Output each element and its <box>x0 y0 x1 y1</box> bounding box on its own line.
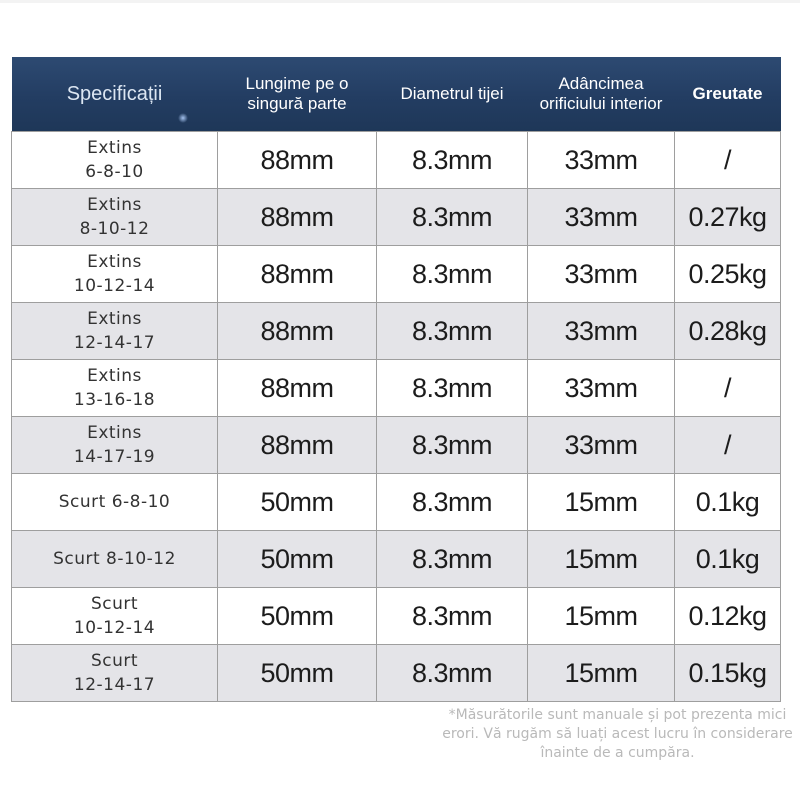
depth-cell: 33mm <box>528 303 675 360</box>
spec-name-cell <box>12 360 218 417</box>
spec-name-cell <box>12 645 218 702</box>
spec-name-line: Scurt <box>90 651 139 671</box>
diameter-cell: 8.3mm <box>377 303 528 360</box>
spec-name-line: Scurt <box>90 594 139 614</box>
depth-cell: 33mm <box>528 417 675 474</box>
table-row <box>12 588 781 645</box>
weight-cell: / <box>675 417 781 474</box>
length-cell: 88mm <box>218 360 377 417</box>
weight-cell: 0.1kg <box>675 531 781 588</box>
weight-cell: / <box>675 132 781 189</box>
spec-name-cell <box>12 189 218 246</box>
spec-name-cell <box>12 132 218 189</box>
diameter-cell: 8.3mm <box>377 132 528 189</box>
weight-cell: / <box>675 360 781 417</box>
depth-cell: 33mm <box>528 360 675 417</box>
depth-cell: 15mm <box>528 645 675 702</box>
spec-name-line: Extins <box>87 138 142 158</box>
spec-name-line: 12-14-17 <box>73 675 156 695</box>
spec-name-cell <box>12 417 218 474</box>
weight-cell: 0.25kg <box>675 246 781 303</box>
diameter-cell: 8.3mm <box>377 417 528 474</box>
spec-name-line: Extins <box>87 366 142 386</box>
spec-name-line: 10-12-14 <box>73 276 156 296</box>
depth-cell: 15mm <box>528 588 675 645</box>
spec-name-line: 13-16-18 <box>73 390 156 410</box>
depth-cell: 15mm <box>528 474 675 531</box>
diameter-cell: 8.3mm <box>377 474 528 531</box>
table-row <box>12 246 781 303</box>
spec-name-line: Extins <box>87 252 142 272</box>
spec-name-cell <box>12 474 218 531</box>
length-cell: 88mm <box>218 417 377 474</box>
depth-cell: 33mm <box>528 189 675 246</box>
spec-name-line: 12-14-17 <box>73 333 156 353</box>
length-cell: 50mm <box>218 588 377 645</box>
table-row <box>12 417 781 474</box>
table-row <box>12 645 781 702</box>
header-weight: Greutate <box>675 57 781 132</box>
spec-name-line: 6-8-10 <box>85 162 144 182</box>
spec-name-line: 8-10-12 <box>79 219 150 239</box>
header-diameter: Diametrul tijei <box>377 57 528 132</box>
length-cell: 88mm <box>218 132 377 189</box>
spec-name-line: Extins <box>87 423 142 443</box>
diameter-cell: 8.3mm <box>377 189 528 246</box>
weight-cell: 0.28kg <box>675 303 781 360</box>
header-specificatii: Specificații <box>12 57 218 132</box>
diameter-cell: 8.3mm <box>377 531 528 588</box>
table-row <box>12 360 781 417</box>
weight-cell: 0.1kg <box>675 474 781 531</box>
measurement-note: *Măsurătorile sunt manuale și pot prezenta mici erori. Vă rugăm să luați acest lucru în considerare înainte de a cumpăra. <box>442 707 793 761</box>
header-depth: Adâncimea orificiului interior <box>528 57 675 132</box>
spec-name-line: Scurt 8-10-12 <box>53 549 176 569</box>
weight-cell: 0.12kg <box>675 588 781 645</box>
length-cell: 50mm <box>218 645 377 702</box>
table-row <box>12 531 781 588</box>
spec-name-line: 14-17-19 <box>73 447 156 467</box>
diameter-cell: 8.3mm <box>377 645 528 702</box>
weight-cell: 0.27kg <box>675 189 781 246</box>
table-row <box>12 189 781 246</box>
weight-cell: 0.15kg <box>675 645 781 702</box>
spec-table <box>11 57 781 702</box>
spec-name-line: Extins <box>87 195 142 215</box>
table-row <box>12 132 781 189</box>
spec-name-cell <box>12 246 218 303</box>
table-body <box>12 132 781 702</box>
spec-name-line: Extins <box>87 309 142 329</box>
spec-name-line: 10-12-14 <box>73 618 156 638</box>
depth-cell: 33mm <box>528 132 675 189</box>
table-row <box>12 474 781 531</box>
spec-name-cell <box>12 588 218 645</box>
table-row <box>12 303 781 360</box>
spec-name-line: Scurt 6-8-10 <box>58 492 171 512</box>
spec-name-cell <box>12 531 218 588</box>
length-cell: 88mm <box>218 246 377 303</box>
length-cell: 88mm <box>218 189 377 246</box>
header-glow <box>178 113 188 123</box>
length-cell: 50mm <box>218 474 377 531</box>
spec-name-cell <box>12 303 218 360</box>
top-edge <box>0 0 800 3</box>
depth-cell: 15mm <box>528 531 675 588</box>
header-length: Lungime pe o singură parte <box>218 57 377 132</box>
header-row <box>12 57 781 132</box>
diameter-cell: 8.3mm <box>377 246 528 303</box>
length-cell: 88mm <box>218 303 377 360</box>
depth-cell: 33mm <box>528 246 675 303</box>
diameter-cell: 8.3mm <box>377 360 528 417</box>
length-cell: 50mm <box>218 531 377 588</box>
diameter-cell: 8.3mm <box>377 588 528 645</box>
